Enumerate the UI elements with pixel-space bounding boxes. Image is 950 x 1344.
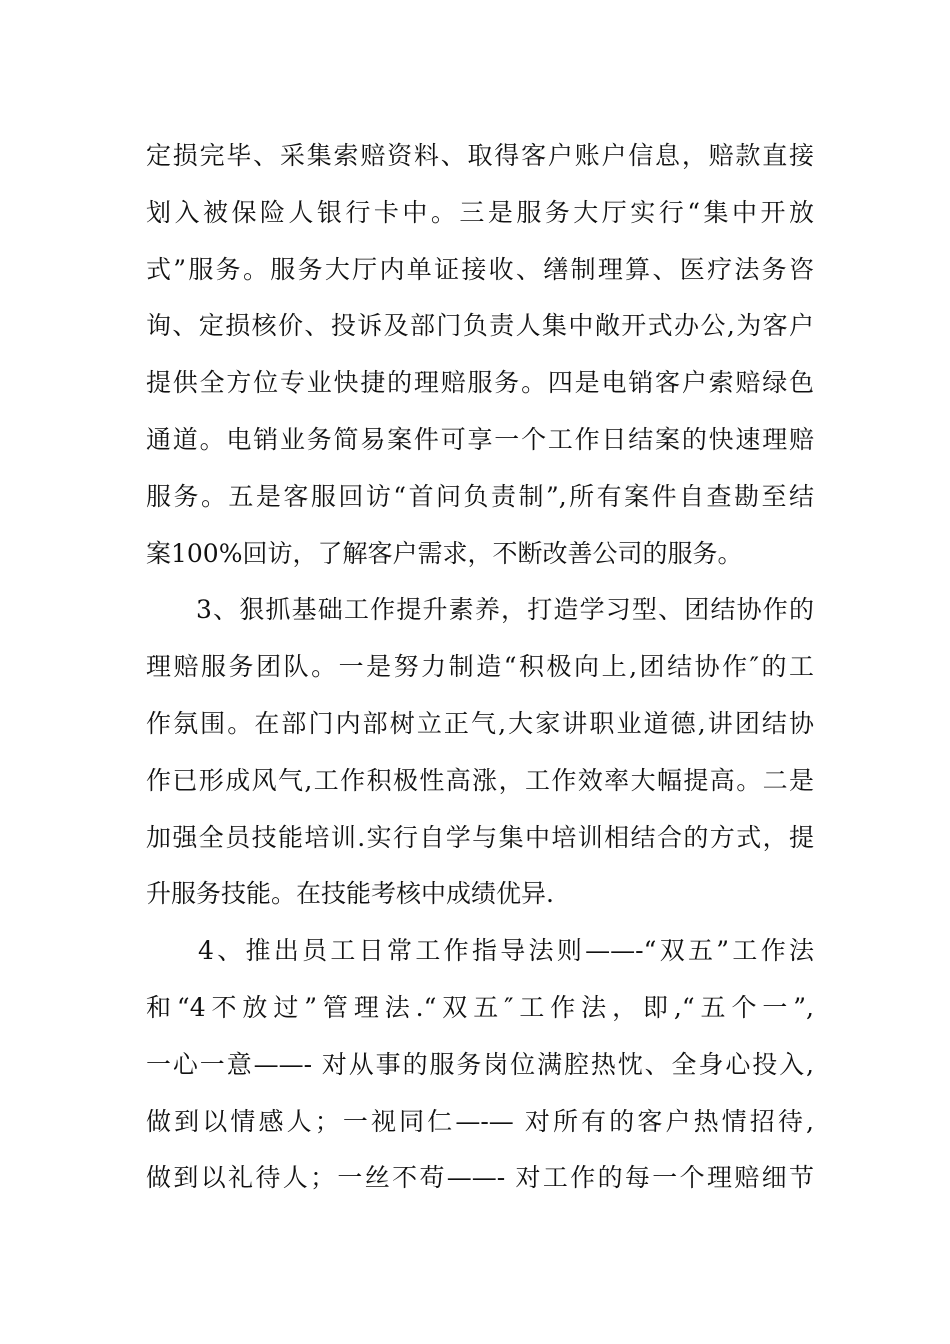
text-line: 和“4不放过”管理法.“双五″工作法，即,“五个一”, (146, 992, 814, 1022)
paragraph-first-line: 3、狠抓基础工作提升素养，打造学习型、团结协作的 (196, 595, 814, 625)
text-line: 理赔服务团队。一是努力制造“积极向上,团结协作″的工 (146, 652, 814, 682)
text-line: 提供全方位专业快捷的理赔服务。四是电销客户索赔绿色 (146, 368, 814, 398)
text-line: 加强全员技能培训.实行自学与集中培训相结合的方式，提 (146, 822, 814, 852)
text-line: 询、定损核价、投诉及部门负责人集中敞开式办公,为客户 (146, 311, 814, 341)
text-line: 式”服务。服务大厅内单证接收、缮制理算、医疗法务咨 (146, 254, 814, 284)
text-line: 通道。电销业务简易案件可享一个工作日结案的快速理赔 (146, 424, 814, 454)
text-line: 定损完毕、采集索赔资料、取得客户账户信息，赔款直接 (146, 141, 814, 170)
text-line: 做到以情感人；一视同仁—-— 对所有的客户热情招待, (146, 1106, 814, 1136)
text-line: 一心一意——- 对从事的服务岗位满腔热忱、全身心投入, (146, 1049, 814, 1079)
paragraph-first-line: 4、推出员工日常工作指导法则——-“双五”工作法 (198, 936, 814, 966)
body-text (146, 128, 814, 1207)
text-line: 做到以礼待人；一丝不苟——- 对工作的每一个理赔细节 (146, 1163, 814, 1193)
text-line: 作已形成风气,工作积极性高涨，工作效率大幅提高。二是 (146, 765, 814, 795)
text-line: 服务。五是客服回访“首问负责制”,所有案件自查勘至结 (146, 481, 814, 511)
text-line: 划入被保险人银行卡中。三是服务大厅实行“集中开放 (146, 197, 814, 227)
text-line: 作氛围。在部门内部树立正气,大家讲职业道德,讲团结协 (146, 708, 814, 738)
paragraph-end-line: 升服务技能。在技能考核中成绩优异. (146, 879, 554, 909)
paragraph-end-line: 案100%回访，了解客户需求，不断改善公司的服务。 (146, 538, 743, 568)
